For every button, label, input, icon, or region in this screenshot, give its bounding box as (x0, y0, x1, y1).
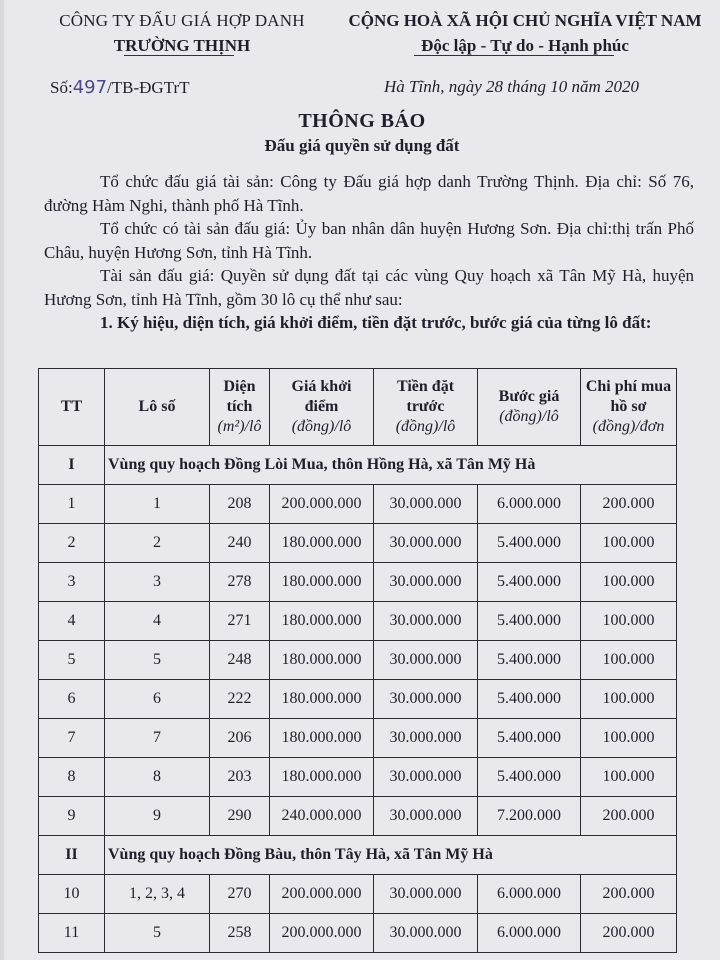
cell-step: 6.000.000 (478, 914, 581, 953)
cell-area: 290 (210, 797, 270, 836)
motto: Độc lập - Tự do - Hạnh phúc (421, 36, 629, 55)
cell-area: 203 (210, 758, 270, 797)
table-row (39, 875, 677, 914)
cell-start-price: 240.000.000 (270, 797, 374, 836)
cell-area: 206 (210, 719, 270, 758)
cell-step: 6.000.000 (478, 875, 581, 914)
cell-area: 270 (210, 875, 270, 914)
cell-step: 5.400.000 (478, 563, 581, 602)
cell-start-price: 180.000.000 (270, 680, 374, 719)
cell-step: 6.000.000 (478, 485, 581, 524)
section-heading: 1. Ký hiệu, diện tích, giá khởi điểm, tiền đặt trước, bước giá của từng lô đất: (100, 313, 652, 332)
cell-area: 278 (210, 563, 270, 602)
cell-tt: 6 (39, 680, 105, 719)
cell-fee: 200.000 (581, 797, 677, 836)
cell-area: 248 (210, 641, 270, 680)
col-step-unit: (đồng)/lô (499, 408, 559, 425)
doc-no-prefix: Số: (50, 78, 73, 97)
cell-tt: 5 (39, 641, 105, 680)
issuer-block (32, 8, 332, 58)
col-fee-unit: (đồng)/đơn (592, 418, 665, 435)
cell-lot: 5 (105, 914, 210, 953)
cell-deposit: 30.000.000 (374, 797, 478, 836)
col-deposit (374, 369, 478, 446)
cell-start-price: 180.000.000 (270, 719, 374, 758)
document-subtitle: Đấu giá quyền sử dụng đất (264, 136, 460, 155)
cell-tt: 3 (39, 563, 105, 602)
cell-start-price: 200.000.000 (270, 875, 374, 914)
table-row (39, 680, 677, 719)
cell-lot: 4 (105, 602, 210, 641)
col-lot: Lô số (105, 369, 210, 446)
cell-start-price: 180.000.000 (270, 602, 374, 641)
cell-step: 5.400.000 (478, 758, 581, 797)
cell-lot: 1 (105, 485, 210, 524)
table-row (39, 524, 677, 563)
cell-area: 240 (210, 524, 270, 563)
cell-deposit: 30.000.000 (374, 719, 478, 758)
cell-deposit: 30.000.000 (374, 641, 478, 680)
cell-lot: 5 (105, 641, 210, 680)
cell-start-price: 200.000.000 (270, 485, 374, 524)
document-title: THÔNG BÁO (298, 110, 426, 132)
cell-fee: 100.000 (581, 758, 677, 797)
lots-table (38, 368, 677, 953)
table-row (39, 641, 677, 680)
cell-lot: 7 (105, 719, 210, 758)
issuer-name-2: TRƯỜNG THỊNH (113, 36, 251, 55)
cell-start-price: 200.000.000 (270, 914, 374, 953)
col-start-unit: (đồng)/lô (291, 418, 352, 435)
cell-area: 208 (210, 485, 270, 524)
paragraph-owner: Tổ chức có tài sản đấu giá: Ủy ban nhân dân huyện Hương Sơn. Địa chỉ:thị trấn Phố Châu, huyện Hương Sơn, tỉnh Hà Tĩnh. (44, 219, 694, 262)
cell-lot: 3 (105, 563, 210, 602)
col-start-label: Giá khởi điểm (291, 378, 352, 415)
table-row (39, 758, 677, 797)
col-tt: TT (39, 369, 105, 446)
group-num: II (39, 836, 105, 875)
document-page (4, 0, 720, 960)
motto-underline (414, 55, 614, 56)
table-row (39, 602, 677, 641)
cell-tt: 10 (39, 875, 105, 914)
cell-start-price: 180.000.000 (270, 524, 374, 563)
cell-deposit: 30.000.000 (374, 563, 478, 602)
cell-tt: 4 (39, 602, 105, 641)
doc-no-suffix: /TB-ĐGTrT (107, 78, 190, 97)
doc-no-handwritten: 497 (72, 77, 108, 98)
cell-fee: 200.000 (581, 875, 677, 914)
group-label: Vùng quy hoạch Đồng Lòi Mua, thôn Hồng Hà, xã Tân Mỹ Hà (105, 446, 677, 485)
group-row-2 (39, 836, 677, 875)
cell-lot: 8 (105, 758, 210, 797)
col-area (210, 369, 270, 446)
cell-deposit: 30.000.000 (374, 758, 478, 797)
cell-lot: 2 (105, 524, 210, 563)
national-header (330, 8, 720, 58)
cell-lot: 1, 2, 3, 4 (105, 875, 210, 914)
cell-area: 222 (210, 680, 270, 719)
cell-fee: 100.000 (581, 680, 677, 719)
col-step-label: Bước giá (498, 388, 560, 405)
group1-rows (39, 485, 677, 836)
table-row (39, 797, 677, 836)
issuer-underline (124, 55, 234, 56)
cell-start-price: 180.000.000 (270, 641, 374, 680)
cell-step: 5.400.000 (478, 641, 581, 680)
cell-fee: 100.000 (581, 719, 677, 758)
cell-tt: 7 (39, 719, 105, 758)
cell-deposit: 30.000.000 (374, 680, 478, 719)
paragraph-asset: Tài sản đấu giá: Quyền sử dụng đất tại các vùng Quy hoạch xã Tân Mỹ Hà, huyện Hương Sơn, tỉnh Hà Tĩnh, gồm 30 lô cụ thể như sau: (44, 266, 694, 309)
cell-start-price: 180.000.000 (270, 758, 374, 797)
cell-step: 7.200.000 (478, 797, 581, 836)
cell-tt: 9 (39, 797, 105, 836)
group-row-1 (39, 446, 677, 485)
col-deposit-unit: (đồng)/lô (395, 418, 456, 435)
cell-fee: 100.000 (581, 641, 677, 680)
table-row (39, 485, 677, 524)
cell-deposit: 30.000.000 (374, 914, 478, 953)
cell-fee: 100.000 (581, 563, 677, 602)
col-deposit-label: Tiền đặt trước (396, 378, 455, 415)
date-line: Hà Tĩnh, ngày 28 tháng 10 năm 2020 (384, 77, 639, 96)
cell-tt: 8 (39, 758, 105, 797)
cell-fee: 100.000 (581, 602, 677, 641)
col-step (478, 369, 581, 446)
cell-fee: 100.000 (581, 524, 677, 563)
table-header-row (39, 369, 677, 446)
cell-lot: 6 (105, 680, 210, 719)
document-body (44, 170, 694, 335)
paragraph-organizer: Tổ chức đấu giá tài sản: Công ty Đấu giá hợp danh Trường Thịnh. Địa chỉ: Số 76, đường Hàm Nghi, thành phố Hà Tĩnh. (44, 172, 694, 215)
group-label: Vùng quy hoạch Đồng Bàu, thôn Tây Hà, xã Tân Mỹ Hà (105, 836, 677, 875)
table-row (39, 914, 677, 953)
cell-step: 5.400.000 (478, 524, 581, 563)
cell-step: 5.400.000 (478, 719, 581, 758)
col-start-price (270, 369, 374, 446)
republic-title: CỘNG HOÀ XÃ HỘI CHỦ NGHĨA VIỆT NAM (348, 11, 702, 30)
cell-tt: 2 (39, 524, 105, 563)
col-area-label: Diện tích (223, 378, 256, 415)
cell-step: 5.400.000 (478, 680, 581, 719)
cell-fee: 200.000 (581, 914, 677, 953)
cell-step: 5.400.000 (478, 602, 581, 641)
cell-deposit: 30.000.000 (374, 875, 478, 914)
cell-deposit: 30.000.000 (374, 485, 478, 524)
group-num: I (39, 446, 105, 485)
table-row (39, 563, 677, 602)
table-row (39, 719, 677, 758)
cell-area: 271 (210, 602, 270, 641)
issuer-name: CÔNG TY ĐẤU GIÁ HỢP DANH (59, 11, 305, 30)
cell-tt: 11 (39, 914, 105, 953)
group2-rows (39, 875, 677, 953)
cell-fee: 200.000 (581, 485, 677, 524)
cell-deposit: 30.000.000 (374, 524, 478, 563)
col-fee-label: Chi phí mua hồ sơ (585, 378, 672, 415)
cell-lot: 9 (105, 797, 210, 836)
col-fee (581, 369, 677, 446)
cell-start-price: 180.000.000 (270, 563, 374, 602)
document-number (50, 77, 190, 98)
cell-deposit: 30.000.000 (374, 602, 478, 641)
col-area-unit: (m²)/lô (217, 418, 262, 435)
cell-tt: 1 (39, 485, 105, 524)
cell-area: 258 (210, 914, 270, 953)
